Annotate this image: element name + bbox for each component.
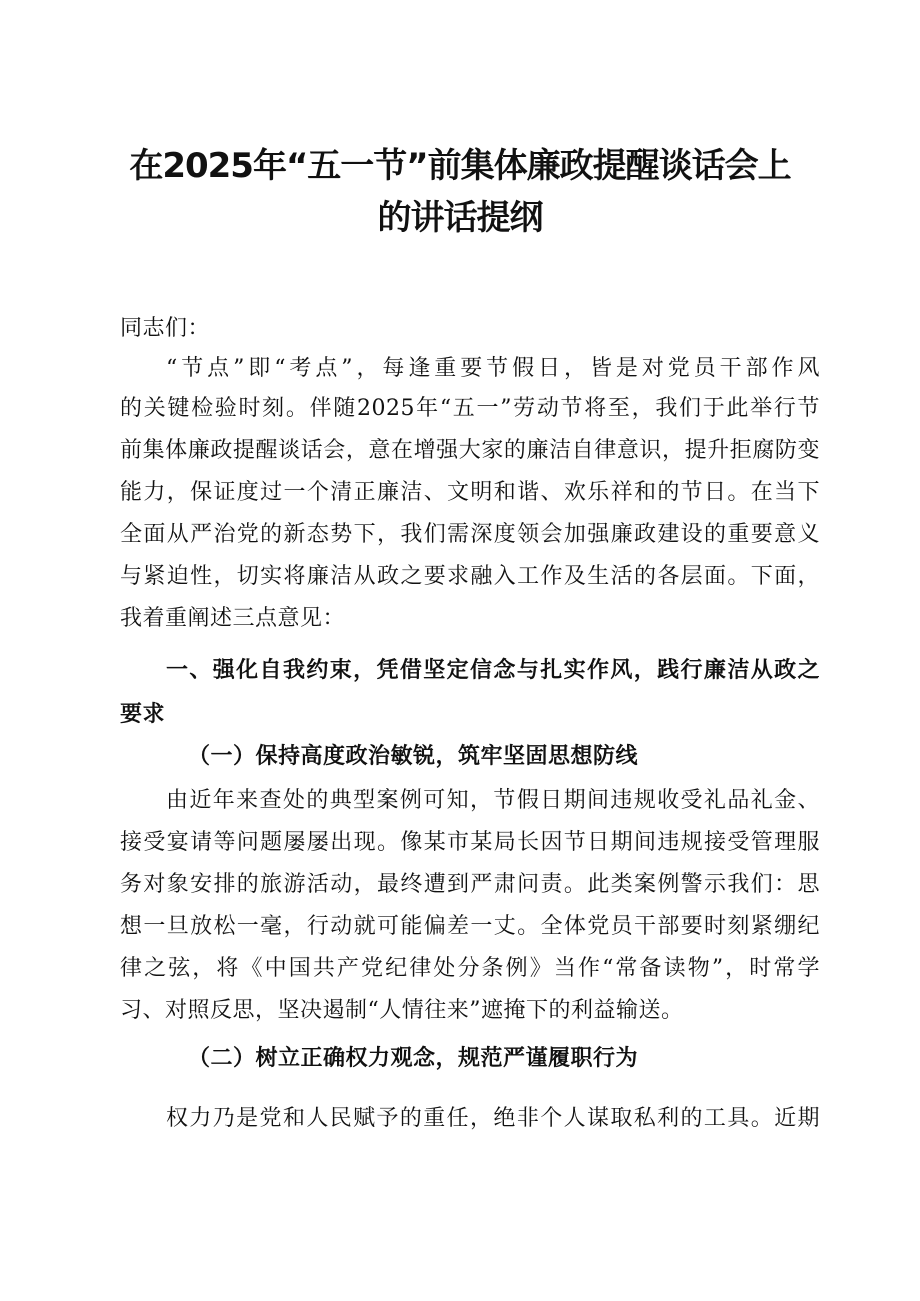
subsection-1-paragraph-line: 由近年来查处的典型案例可知，节假日期间违规收受礼品礼金、 [166,788,820,813]
intro-paragraph-line: 全面从严治党的新态势下，我们需深度领会加强廉政建设的重要意义 [120,522,820,547]
section-heading-1-continued: 要求 [120,702,166,727]
intro-paragraph-line: “节点”即“考点”，每逢重要节假日，皆是对党员干部作风 [166,356,820,381]
subsection-1-paragraph-line: 律之弦，将《中国共产党纪律处分条例》当作“常备读物”，时常学 [120,956,820,981]
subsection-1-paragraph-line: 务对象安排的旅游活动，最终遭到严肃问责。此类案例警示我们：思 [120,872,820,897]
document-title-line-2: 的讲话提纲 [377,198,543,238]
subsection-heading-1: （一）保持高度政治敏锐，筑牢坚固思想防线 [188,744,639,769]
section-heading-1: 一、强化自我约束，凭借坚定信念与扎实作风，践行廉洁从政之 [166,658,820,683]
intro-paragraph-line: 与紧迫性，切实将廉洁从政之要求融入工作及生活的各层面。下面， [120,564,820,589]
intro-paragraph-line: 前集体廉政提醒谈话会，意在增强大家的廉洁自律意识，提升拒腐防变 [120,438,820,463]
subsection-1-paragraph-line: 习、对照反思，坚决遏制“人情往来”遮掩下的利益输送。 [120,998,684,1023]
intro-paragraph-line: 我着重阐述三点意见： [120,606,346,631]
intro-paragraph-line: 能力，保证度过一个清正廉洁、文明和谐、欢乐祥和的节日。在当下 [120,480,820,505]
subsection-heading-2: （二）树立正确权力观念，规范严谨履职行为 [188,1046,639,1071]
subsection-2-paragraph-line: 权力乃是党和人民赋予的重任，绝非个人谋取私利的工具。近期 [166,1106,820,1131]
subsection-1-paragraph-line: 接受宴请等问题屡屡出现。像某市某局长因节日期间违规接受管理服 [120,830,820,855]
subsection-1-paragraph-line: 想一旦放松一毫，行动就可能偏差一丈。全体党员干部要时刻紧绷纪 [120,914,820,939]
salutation: 同志们： [120,316,211,341]
document-title-line-1: 在2025年“五一节”前集体廉政提醒谈话会上 [129,146,791,186]
intro-paragraph-line: 的关键检验时刻。伴随2025年“五一”劳动节将至，我们于此举行节 [120,396,820,421]
